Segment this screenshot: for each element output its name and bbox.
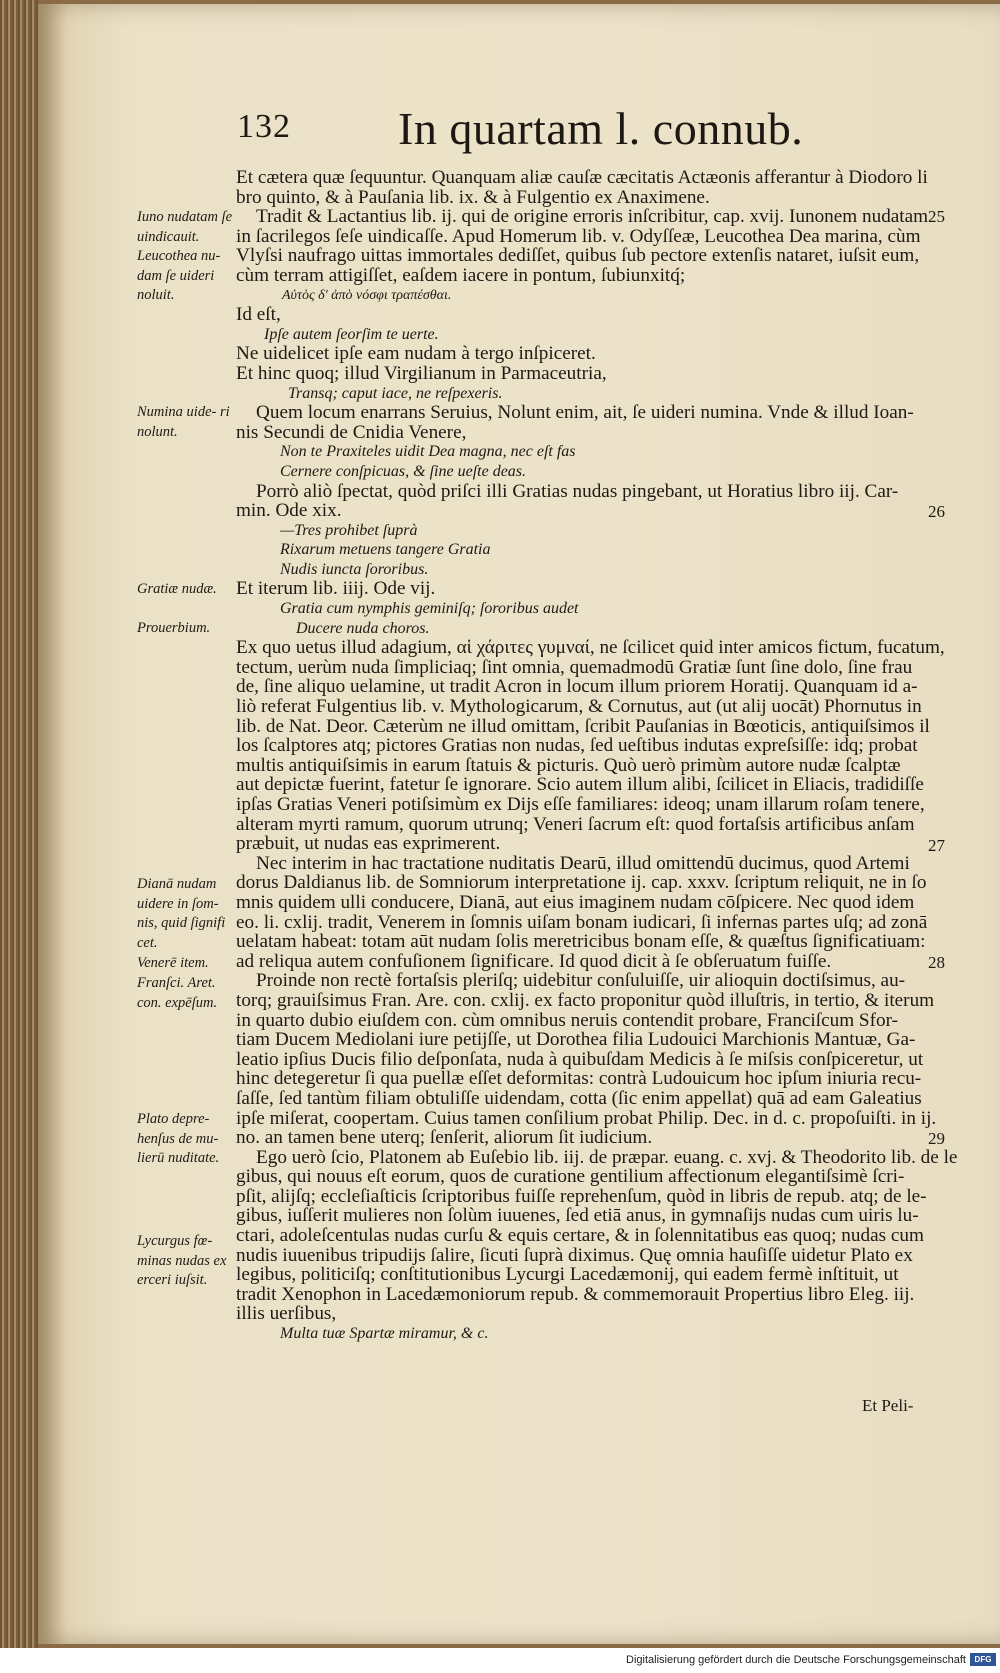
text-line: de, ſine aliquo uelamine, ut tradit Acron in locum illum priorem Horatij. Quanquam id a- <box>236 676 918 698</box>
text-line: præbuit, ut nudas eas exprimerent. <box>236 833 501 855</box>
text-line: Quem locum enarrans Seruius, Nolunt enim, ait, ſe uideri numina. Vnde & illud Ioan- <box>256 402 914 424</box>
dfg-logo-icon: DFG <box>970 1653 996 1666</box>
text-line: legibus, politiciſq; conſtitutionibus Lycurgi Lacedæmonij, qui eadem fermè inſtituit, ut <box>236 1264 899 1286</box>
section-number: 26 <box>928 502 945 521</box>
text-line: Porrò aliò ſpectat, quòd priſci illi Gratias nudas pingebant, ut Horatius libro iij. Car- <box>256 480 899 502</box>
margin-note: Franſci. Aret. con. expēſum. <box>137 975 218 1011</box>
margin-note: Iuno nudatam ſe uindicauit. <box>137 209 233 245</box>
running-head: In quartam l. connub. <box>398 103 804 154</box>
text-line: tradit Xenophon in Lacedæmoniorum repub. & commemorauit Propertius libro Eleg. iij. <box>236 1283 915 1305</box>
text-line: Ego uerò ſcio, Platonem ab Euſebio lib. iij. de præpar. euang. c. xvj. & Theodorito lib. de le <box>256 1146 958 1168</box>
text-line: Et hinc quoq; illud Virgilianum in Parmaceutria, <box>236 362 607 384</box>
section-number: 29 <box>928 1129 945 1148</box>
text-line: no. an tamen bene uterq; ſenſerit, aliorum ſit iudicium. <box>236 1127 653 1149</box>
text-line: Vlyſsi naufrago uittas immortales dediſſet, quibus ſub pectore extenſis nataret, iuſsit eum, <box>236 245 920 267</box>
margin-note: Leucothea nu- dam ſe uideri noluit. <box>137 248 221 304</box>
text-line: in quarto dubio eiuſdem con. cùm omnibus neruis contendit probare, Franciſcum Sfor- <box>236 1009 898 1031</box>
verse-line: —Tres prohibet ſuprà <box>280 521 418 539</box>
text-line: ſaſſe, ſed tantùm filiam obtuliſſe uidendam, cotta (ſic enim appellat) quā ad eam Galeatius <box>236 1087 922 1109</box>
verse-line: Nudis iuncta ſororibus. <box>280 560 429 578</box>
text-line: Et cætera quæ ſequuntur. Quanquam aliæ cauſæ cæcitatis Actæonis afferantur à Diodoro li <box>236 167 928 188</box>
margin-note: Prouerbium. <box>137 620 211 636</box>
greek-quote: Αὐτὸς δ' ἀπὸ νόσφι τραπέσθαι. <box>282 287 452 303</box>
verse-line: Non te Praxiteles uidit Dea magna, nec eſt fas <box>280 443 576 461</box>
text-line: nis Secundi de Cnidia Venere, <box>236 421 467 443</box>
margin-note: Numina uide- ri nolunt. <box>137 404 230 440</box>
text-line: Id eſt, <box>236 304 281 326</box>
digitization-footer <box>0 1648 1000 1673</box>
text-line: alteram myrti ramum, quorum utrunq; Veneri ſacrum eſt: quod fortaſsis artificibus anſam <box>236 813 915 835</box>
section-number: 27 <box>928 836 945 855</box>
verse-line: Ipſe autem ſeorſim te uerte. <box>264 325 439 343</box>
text-line: tectum, uerùm nuda ſimpliciaq; ſint omnia, quemadmodū Gratiæ ſunt ſine dolo, ſine frau <box>236 656 913 678</box>
digitization-credit: Digitalisierung gefördert durch die Deutsche Forschungsgemeinschaft <box>626 1654 966 1666</box>
book-edge <box>0 0 38 1648</box>
text-line: torq; grauiſsimus Fran. Are. con. cxlij. ex facto proponitur quòd illuſtris, in tertio, & iterum <box>236 989 935 1011</box>
verse-line: Cernere conſpicuas, & ſine ueſte deas. <box>280 462 527 480</box>
catchword: Et Peli- <box>862 1396 914 1415</box>
section-number: 25 <box>928 207 945 226</box>
text-line: lib. de Nat. Deor. Cæterùm ne illud omittam, ſcribit Pauſanias in Bœoticis, antiquiſsimos il <box>236 715 930 737</box>
text-line: pſit, alijſq; eccleſiaſticis ſcriptoribus fuiſſe reprehenſum, quòd in libris de repub. atq; de le- <box>236 1185 927 1207</box>
text-line: ad reliqua autem confuſionem ſignificare. Id quod dicit à ſe obſeruatum fuiſſe. <box>236 950 832 972</box>
text-line: min. Ode xix. <box>236 500 342 522</box>
verse-line: Multa tuæ Spartæ miramur, & c. <box>280 1325 489 1343</box>
text-line: ctari, adoleſcentulas nudas curſu & equis certare, & in ſolennitatibus eas quoq; nudas cum <box>236 1225 924 1247</box>
margin-note: Plato depre- henſus de mu- lierū nuditate. <box>137 1111 220 1167</box>
text-line: mnis quidem ulli conducere, Dianā, aut eius imaginem nudam cōſpicere. Nec quod idem <box>236 891 915 913</box>
text-line: tiam Ducem Mediolani iure petijſſe, ut Dorothea filia Ludouici Marchionis Mantuæ, Ga- <box>236 1029 916 1051</box>
verse-line: Rixarum metuens tangere Gratia <box>280 541 491 559</box>
verse-line: Ducere nuda choros. <box>296 619 430 637</box>
text-line: aut depictæ fuerint, fatetur ſe ignorare. Scio autem illum alibi, ſcilicet in Eliacis, tradidiſſe <box>236 774 924 796</box>
margin-note: Lycurgus fœ- minas nudas ex erceri iuſsit. <box>137 1233 227 1289</box>
section-number: 28 <box>928 953 945 972</box>
text-line: uelatam habeat: totam aūt nudam ſolis meretricibus bonam eſſe, & quæſtus ſignificatiuam: <box>236 931 926 953</box>
text-line: bro quinto, & à Pauſania lib. ix. & à Fulgentio ex Anaximene. <box>236 186 710 208</box>
text-line: nudis iuuenibus tripudijs ſalire, ſicuti ſuprà diximus. Quę omnia hauſiſſe uidetur Plato ex <box>236 1244 913 1266</box>
text-line: gibus, qui nouus eſt eorum, quos de curatione gentilium affectionum elegantiſsimè ſcri- <box>236 1166 905 1188</box>
text-line: eo. li. cxlij. tradit, Venerem in ſomnis uiſam bonam iudicari, ſi infernas partes uſq; ad zonā <box>236 911 928 933</box>
text-line: Tradit & Lactantius lib. ij. qui de origine erroris inſcribitur, cap. xvij. Iunonem nudatam <box>256 206 929 228</box>
text-line: leatio ipſius Ducis filio deſponſata, nuda à quibuſdam Medicis à ſe miſsis conſpiceretur, ut <box>236 1048 924 1070</box>
margin-note: Dianā nudam uidere in ſom- nis, quid ſignifi cet. <box>137 876 226 951</box>
margin-note: Gratiæ nudæ. <box>137 581 217 597</box>
text-line: Nec interim in hac tractatione nuditatis Dearū, illud omittendū ducimus, quod Artemi <box>256 852 910 874</box>
page-header <box>0 103 1000 168</box>
folio-number: 132 <box>237 108 291 145</box>
text-line: cùm terram attigiſſet, eaſdem iacere in pontum, ſubiunxitq́; <box>236 264 686 286</box>
text-line: dorus Daldianus lib. de Somniorum interpretatione ij. cap. xxxv. ſcriptum reliquit, ne in ſo <box>236 872 927 894</box>
text-line: Ne uidelicet ipſe eam nudam à tergo inſpiceret. <box>236 343 596 365</box>
text-line: Et iterum lib. iiij. Ode vij. <box>236 578 436 600</box>
text-line: in ſacrilegos ſeſe uindicaſſe. Apud Homerum lib. v. Odyſſeæ, Leucothea Dea marina, cùm <box>236 225 921 247</box>
verse-line: Transq; caput iace, ne reſpexeris. <box>288 384 503 402</box>
text-line: ipſas Gratias Veneri potiſsimùm ex Dijs eſſe familiares: ideoq; unam illarum roſam tenere, <box>236 794 925 815</box>
text-line: gibus, iuſſerit mulieres non ſolùm iuuenes, ſed etiā anus, in gymnaſijs nudas cum uiris lu- <box>236 1205 919 1227</box>
text-line: illis uerſibus, <box>236 1303 337 1325</box>
text-line: hinc detegeretur ſi qua puellæ eſſet deformitas: contrà Ludouicum hoc ipſum iniuria recu- <box>236 1068 922 1090</box>
margin-note: Venerē item. <box>137 955 209 971</box>
text-line: Ex quo uetus illud adagium, αἱ χάριτες γυμναί, ne ſcilicet quid inter amicos fictum, fucatum, <box>236 637 945 659</box>
verse-line: Gratia cum nymphis geminiſq; ſororibus audet <box>280 600 579 618</box>
main-text <box>236 168 976 1344</box>
text-line: Proinde non rectè fortaſsis pleriſq; uidebitur conſuluiſſe, uir alioquin doctiſsimus, au- <box>256 970 906 992</box>
text-line: liò referat Fulgentius lib. v. Mythologicarum, & Cornutus, aut (ut alij uocāt) Phornutus in <box>236 696 922 718</box>
text-line: los ſcalptores atq; pictores Gratias non nudas, ſed ueſtibus indutas expreſsiſſe: idq; probat <box>236 735 918 757</box>
text-line: ipſe miſerat, coopertam. Cuius tamen conſilium probat Philip. Dec. in d. c. propoſuiſti. in ij. <box>236 1107 937 1129</box>
text-line: multis antiquiſsimis in earum ſtatuis & picturis. Quò uerò primùm autore nudæ ſcalptæ <box>236 754 901 776</box>
